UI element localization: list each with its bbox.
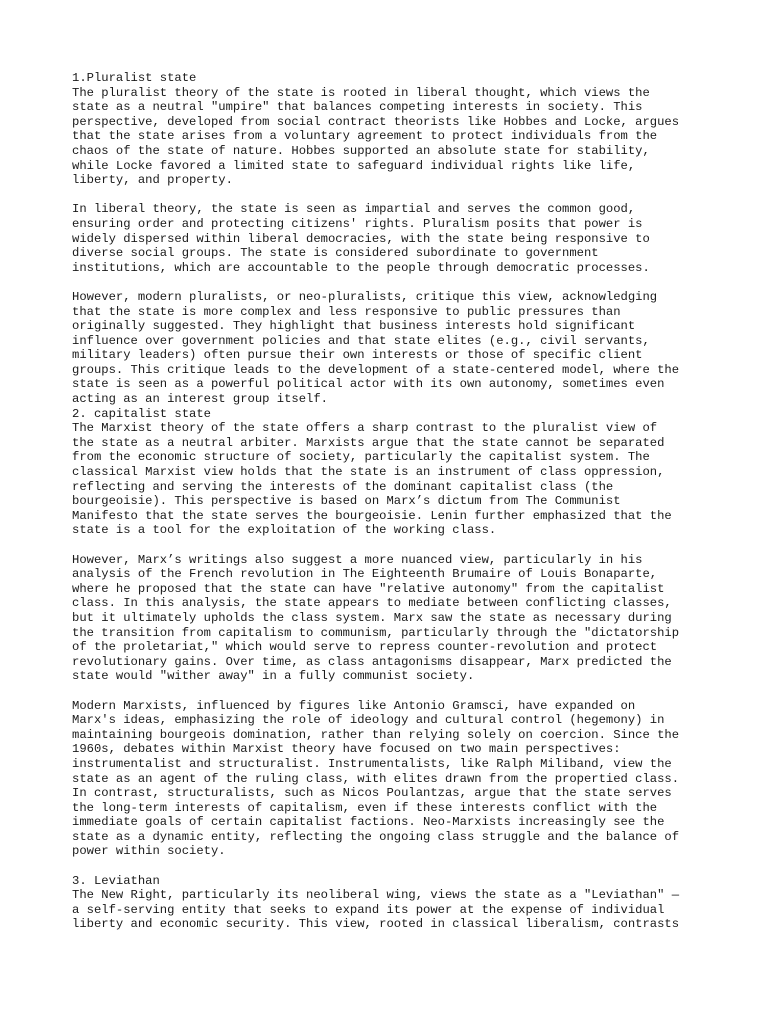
paragraph-line: classical Marxist view holds that the state is an instrument of class oppression, [72, 465, 665, 480]
paragraph-line: state is seen as a powerful political actor with its own autonomy, sometimes even [72, 377, 665, 392]
paragraph-line: state as a neutral "umpire" that balances competing interests in society. This [72, 100, 643, 115]
paragraph-line: widely dispersed within liberal democracies, with the state being responsive to [72, 231, 650, 246]
section-heading: 3. Leviathan [72, 873, 160, 888]
paragraph-line: liberty, and property. [72, 173, 233, 188]
paragraph-line: the long-term interests of capitalism, even if these interests conflict with the [72, 800, 658, 815]
paragraph-line: However, Marx’s writings also suggest a more nuanced view, particularly in his [72, 552, 643, 567]
paragraph-line: influence over government policies and that state elites (e.g., civil servants, [72, 333, 650, 348]
paragraph-line: chaos of the state of nature. Hobbes supported an absolute state for stability, [72, 143, 650, 158]
paragraph-line: Modern Marxists, influenced by figures like Antonio Gramsci, have expanded on [72, 698, 636, 713]
paragraph-line: that the state is more complex and less responsive to public pressures than [72, 304, 621, 319]
paragraph-line: However, modern pluralists, or neo-pluralists, critique this view, acknowledging [72, 289, 658, 304]
paragraph-line: the state as a neutral arbiter. Marxists argue that the state cannot be separated [72, 435, 665, 450]
paragraph-line: state as a dynamic entity, reflecting the ongoing class struggle and the balance of [72, 829, 680, 844]
paragraph-line: 1960s, debates within Marxist theory have focused on two main perspectives: [72, 742, 621, 757]
paragraph-line: maintaining bourgeois domination, rather than relying solely on coercion. Since the [72, 727, 680, 742]
paragraph-spacer [72, 538, 712, 553]
document-page [72, 71, 712, 932]
paragraph-line: state would "wither away" in a fully communist society. [72, 669, 475, 684]
paragraph-spacer [72, 188, 712, 203]
paragraph-line: analysis of the French revolution in The Eighteenth Brumaire of Louis Bonaparte, [72, 567, 658, 582]
paragraph-line: power within society. [72, 844, 226, 859]
section-heading: 2. capitalist state [72, 406, 211, 421]
section-heading: 1.Pluralist state [72, 71, 197, 85]
paragraph-line: revolutionary gains. Over time, as class antagonisms disappear, Marx predicted the [72, 654, 672, 669]
paragraph-line: where he proposed that the state can have "relative autonomy" from the capitalist [72, 581, 665, 596]
paragraph-line: a self-serving entity that seeks to expand its power at the expense of individual [72, 902, 665, 917]
paragraph-line: instrumentalist and structuralist. Instrumentalists, like Ralph Miliband, view the [72, 756, 672, 771]
paragraph-line: Marx's ideas, emphasizing the role of ideology and cultural control (hegemony) in [72, 713, 665, 728]
paragraph-line: Manifesto that the state serves the bourgeoisie. Lenin further emphasized that the [72, 508, 672, 523]
paragraph-line: the transition from capitalism to communism, particularly through the "dictatorship [72, 625, 680, 640]
paragraph-line: groups. This critique leads to the development of a state-centered model, where the [72, 362, 680, 377]
paragraph-line: military leaders) often pursue their own interests or those of specific client [72, 348, 643, 363]
paragraph-line: diverse social groups. The state is considered subordinate to government [72, 246, 599, 261]
paragraph-line: state is a tool for the exploitation of the working class. [72, 523, 497, 538]
paragraph-line: perspective, developed from social contract theorists like Hobbes and Locke, argues [72, 114, 680, 129]
paragraph-line: The New Right, particularly its neoliberal wing, views the state as a "Leviathan" — [72, 888, 680, 903]
paragraph-line: reflecting and serving the interests of the dominant capitalist class (the [72, 479, 614, 494]
paragraph-spacer [72, 859, 712, 874]
paragraph-spacer [72, 275, 712, 290]
paragraph-line: acting as an interest group itself. [72, 392, 328, 407]
paragraph-line: originally suggested. They highlight that business interests hold significant [72, 319, 636, 334]
paragraph-line: institutions, which are accountable to the people through democratic processes. [72, 260, 650, 275]
paragraph-line: from the economic structure of society, particularly the capitalist system. The [72, 450, 650, 465]
paragraph-spacer [72, 684, 712, 699]
paragraph-line: that the state arises from a voluntary agreement to protect individuals from the [72, 129, 658, 144]
paragraph-line: class. In this analysis, the state appears to mediate between conflicting classes, [72, 596, 672, 611]
paragraph-line: The Marxist theory of the state offers a sharp contrast to the pluralist view of [72, 421, 658, 436]
paragraph-line: ensuring order and protecting citizens' rights. Pluralism posits that power is [72, 216, 643, 231]
paragraph-line: but it ultimately upholds the class system. Marx saw the state as necessary during [72, 610, 672, 625]
paragraph-line: In contrast, structuralists, such as Nicos Poulantzas, argue that the state serves [72, 786, 672, 801]
paragraph-line: immediate goals of certain capitalist factions. Neo-Marxists increasingly see the [72, 815, 665, 830]
paragraph-line: In liberal theory, the state is seen as impartial and serves the common good, [72, 202, 636, 217]
paragraph-line: state as an agent of the ruling class, with elites drawn from the propertied class. [72, 771, 680, 786]
paragraph-line: liberty and economic security. This view, rooted in classical liberalism, contrasts [72, 917, 680, 932]
paragraph-line: bourgeoisie). This perspective is based on Marx’s dictum from The Communist [72, 494, 621, 509]
paragraph-line: The pluralist theory of the state is rooted in liberal thought, which views the [72, 85, 650, 100]
paragraph-line: while Locke favored a limited state to safeguard individual rights like life, [72, 158, 636, 173]
paragraph-line: of the proletariat," which would serve to repress counter-revolution and protect [72, 640, 658, 655]
